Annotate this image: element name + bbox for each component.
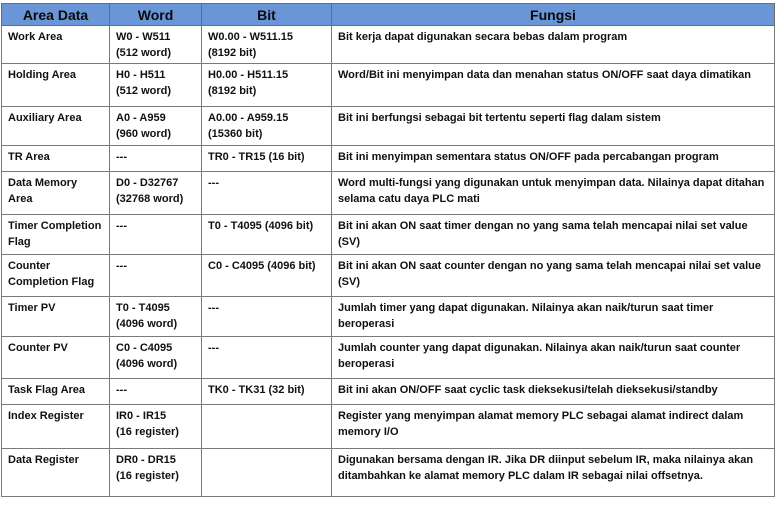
cell-area: Data Memory Area bbox=[2, 172, 110, 215]
cell-bit: W0.00 - W511.15 (8192 bit) bbox=[202, 26, 332, 64]
cell-fungsi: Bit ini akan ON saat timer dengan no yang sama telah mencapai nilai set value (SV) bbox=[332, 215, 775, 255]
header-bit: Bit bbox=[202, 4, 332, 26]
cell-word: --- bbox=[110, 215, 202, 255]
cell-word: IR0 - IR15 (16 register) bbox=[110, 405, 202, 449]
cell-fungsi: Bit ini berfungsi sebagai bit tertentu seperti flag dalam sistem bbox=[332, 107, 775, 146]
table-row bbox=[2, 449, 775, 497]
cell-area: Timer Completion Flag bbox=[2, 215, 110, 255]
cell-bit: --- bbox=[202, 297, 332, 337]
cell-word: T0 - T4095 (4096 word) bbox=[110, 297, 202, 337]
cell-word: A0 - A959 (960 word) bbox=[110, 107, 202, 146]
cell-fungsi: Bit ini akan ON/OFF saat cyclic task dieksekusi/telah dieksekusi/standby bbox=[332, 379, 775, 405]
cell-area: Auxiliary Area bbox=[2, 107, 110, 146]
cell-area: Work Area bbox=[2, 26, 110, 64]
cell-fungsi: Word/Bit ini menyimpan data dan menahan status ON/OFF saat daya dimatikan bbox=[332, 64, 775, 107]
cell-word: --- bbox=[110, 146, 202, 172]
cell-bit bbox=[202, 449, 332, 497]
header-area-data: Area Data bbox=[2, 4, 110, 26]
cell-word: W0 - W511 (512 word) bbox=[110, 26, 202, 64]
cell-fungsi: Digunakan bersama dengan IR. Jika DR diinput sebelum IR, maka nilainya akan ditambahkan ke alamat memory PLC dalam IR sebagai nilai offsetnya. bbox=[332, 449, 775, 497]
cell-word: DR0 - DR15 (16 register) bbox=[110, 449, 202, 497]
table-row bbox=[2, 337, 775, 379]
table-row bbox=[2, 379, 775, 405]
cell-bit: T0 - T4095 (4096 bit) bbox=[202, 215, 332, 255]
cell-bit: --- bbox=[202, 172, 332, 215]
plc-memory-area-table bbox=[1, 3, 775, 497]
cell-bit: H0.00 - H511.15 (8192 bit) bbox=[202, 64, 332, 107]
cell-fungsi: Jumlah counter yang dapat digunakan. Nilainya akan naik/turun saat counter beroperasi bbox=[332, 337, 775, 379]
cell-fungsi: Jumlah timer yang dapat digunakan. Nilainya akan naik/turun saat timer beroperasi bbox=[332, 297, 775, 337]
table-row bbox=[2, 405, 775, 449]
header-fungsi: Fungsi bbox=[332, 4, 775, 26]
cell-area: TR Area bbox=[2, 146, 110, 172]
cell-fungsi: Bit ini menyimpan sementara status ON/OFF pada percabangan program bbox=[332, 146, 775, 172]
cell-fungsi: Register yang menyimpan alamat memory PLC sebagai alamat indirect dalam memory I/O bbox=[332, 405, 775, 449]
cell-fungsi: Bit ini akan ON saat counter dengan no yang sama telah mencapai nilai set value (SV) bbox=[332, 255, 775, 297]
table-row bbox=[2, 64, 775, 107]
table-row bbox=[2, 107, 775, 146]
table-row bbox=[2, 146, 775, 172]
cell-area: Task Flag Area bbox=[2, 379, 110, 405]
cell-fungsi: Word multi-fungsi yang digunakan untuk menyimpan data. Nilainya dapat ditahan selama catu daya PLC mati bbox=[332, 172, 775, 215]
cell-bit bbox=[202, 405, 332, 449]
cell-area: Counter Completion Flag bbox=[2, 255, 110, 297]
cell-word: C0 - C4095 (4096 word) bbox=[110, 337, 202, 379]
cell-word: H0 - H511 (512 word) bbox=[110, 64, 202, 107]
cell-word: D0 - D32767 (32768 word) bbox=[110, 172, 202, 215]
cell-area: Index Register bbox=[2, 405, 110, 449]
table-row bbox=[2, 297, 775, 337]
cell-bit: TK0 - TK31 (32 bit) bbox=[202, 379, 332, 405]
cell-fungsi: Bit kerja dapat digunakan secara bebas dalam program bbox=[332, 26, 775, 64]
cell-area: Holding Area bbox=[2, 64, 110, 107]
cell-bit: C0 - C4095 (4096 bit) bbox=[202, 255, 332, 297]
table-row bbox=[2, 26, 775, 64]
cell-word: --- bbox=[110, 379, 202, 405]
cell-area: Data Register bbox=[2, 449, 110, 497]
cell-area: Counter PV bbox=[2, 337, 110, 379]
cell-word: --- bbox=[110, 255, 202, 297]
cell-bit: TR0 - TR15 (16 bit) bbox=[202, 146, 332, 172]
table-row bbox=[2, 172, 775, 215]
table-row bbox=[2, 215, 775, 255]
cell-bit: A0.00 - A959.15 (15360 bit) bbox=[202, 107, 332, 146]
cell-area: Timer PV bbox=[2, 297, 110, 337]
header-word: Word bbox=[110, 4, 202, 26]
table-row bbox=[2, 255, 775, 297]
cell-bit: --- bbox=[202, 337, 332, 379]
table-header-row bbox=[2, 4, 775, 26]
